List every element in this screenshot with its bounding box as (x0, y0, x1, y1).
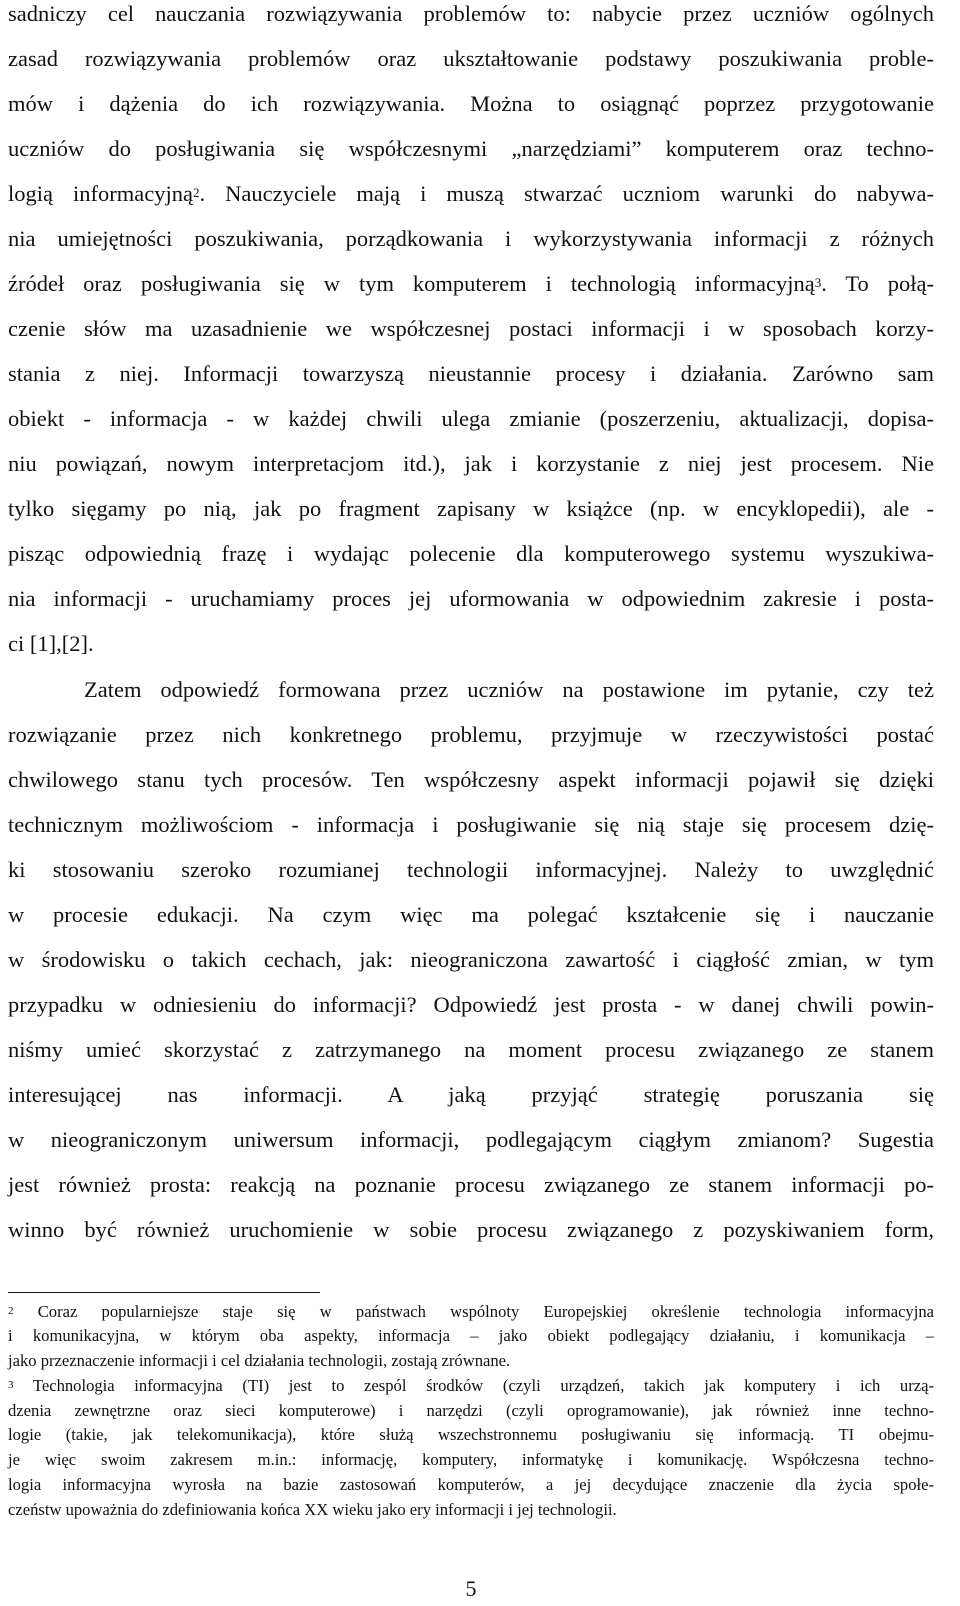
body-line: w środowisku o takich cechach, jak: nieograniczona zawartość i ciągłość zmian, w tym (8, 947, 934, 972)
body-line (8, 270, 934, 298)
body-line: chwilowego stanu tych procesów. Ten współczesny aspekt informacji pojawił się dzięki (8, 767, 934, 792)
body-text: . To połą- (821, 271, 934, 296)
body-line: sadniczy cel nauczania rozwiązywania problemów to: nabycie przez uczniów ogólnych (8, 1, 934, 26)
body-line: w nieograniczonym uniwersum informacji, podlegającym ciągłym zmianom? Sugestia (8, 1127, 934, 1152)
body-line: zasad rozwiązywania problemów oraz ukształtowanie podstawy poszukiwania proble- (8, 46, 934, 71)
body-line: stania z niej. Informacji towarzyszą nieustannie procesy i działania. Zarówno sam (8, 361, 934, 386)
footnote-line: jako przeznaczenie informacji i cel działania technologii, zostają zrównane. (8, 1351, 511, 1370)
footnote-line: czeństw upoważnia do zdefiniowania końca XX wieku jako ery informacji i jej technologii. (8, 1500, 617, 1519)
body-line: ki stosowaniu szeroko rozumianej technologii informacyjnej. Należy to uwzględnić (8, 857, 934, 882)
footnote-line: dzenia zewnętrzne oraz sieci komputerowe) i narzędzi (czyli oprogramowanie), jak również inne techno- (8, 1401, 934, 1420)
body-line: nia umiejętności poszukiwania, porządkowania i wykorzystywania informacji z różnych (8, 226, 934, 251)
body-line: w procesie edukacji. Na czym więc ma polegać kształcenie się i nauczanie (8, 902, 934, 927)
footnote-line: logia informacyjna wyrosła na bazie zastosowań komputerów, a jej decydujące znaczenie dla życia społe- (8, 1475, 934, 1494)
body-text: . Nauczyciele mają i muszą stwarzać uczniom warunki do nabywa- (199, 181, 934, 206)
body-line: uczniów do posługiwania się współczesnymi „narzędziami” komputerem oraz techno- (8, 136, 934, 161)
body-line: pisząc odpowiednią frazę i wydając polecenie dla komputerowego systemu wyszukiwa- (8, 541, 934, 566)
footnote-marker: 2 (8, 1305, 14, 1317)
body-line: przypadku w odniesieniu do informacji? Odpowiedź jest prosta - w danej chwili powin- (8, 992, 934, 1017)
page-number: 5 (465, 1576, 477, 1601)
body-line: rozwiązanie przez nich konkretnego problemu, przyjmuje w rzeczywistości postać (8, 722, 934, 747)
body-line: obiekt - informacja - w każdej chwili ulega zmianie (poszerzeniu, aktualizacji, dopisa- (8, 406, 934, 431)
footnote-line: i komunikacyjna, w którym oba aspekty, informacja – jako obiekt podlegający działaniu, i komunikacja – (8, 1326, 934, 1345)
footnote-line (8, 1376, 934, 1396)
body-line: interesującej nas informacji. A jaką przyjąć strategię poruszania się (8, 1082, 934, 1107)
body-line: jest również prosta: reakcją na poznanie procesu związanego ze stanem informacji po- (8, 1172, 934, 1197)
footnote-text: Coraz popularniejsze staje się w państwach wspólnoty Europejskiej określenie technologia informacyjna (13, 1302, 934, 1321)
body-line: niśmy umieć skorzystać z zatrzymanego na moment procesu związanego ze stanem (8, 1037, 934, 1062)
body-line: nia informacji - uruchamiamy proces jej uformowania w odpowiednim zakresie i posta- (8, 586, 934, 611)
body-text: źródeł oraz posługiwania się w tym komputerem i technologią informacyjną (8, 271, 815, 296)
body-line: Zatem odpowiedź formowana przez uczniów na postawione im pytanie, czy też (84, 677, 934, 702)
body-line: tylko sięgamy po nią, jak po fragment zapisany w książce (np. w encyklopedii), ale - (8, 496, 934, 521)
body-text: logią informacyjną (8, 181, 193, 206)
footnote-separator (8, 1292, 320, 1293)
footnote-text: Technologia informacyjna (TI) jest to zespól środków (czyli urządzeń, takich jak komputery i ich urzą- (13, 1376, 934, 1395)
body-line: niu powiązań, nowym interpretacjom itd.), jak i korzystanie z niej jest procesem. Nie (8, 451, 934, 476)
body-line: ci [1],[2]. (8, 631, 94, 656)
body-line: winno być również uruchomienie w sobie procesu związanego z pozyskiwaniem form, (8, 1217, 934, 1242)
body-line: technicznym możliwościom - informacja i posługiwanie się nią staje się procesem dzię- (8, 812, 934, 837)
footnote-line: logie (takie, jak telekomunikacja), które służą wszechstronnemu posługiwaniu się informacją. TI obejmu- (8, 1425, 934, 1444)
footnote-marker: 3 (8, 1379, 14, 1391)
body-line: czenie słów ma uzasadnienie we współczesnej postaci informacji i w sposobach korzy- (8, 316, 934, 341)
footnote-line (8, 1302, 934, 1322)
body-line (8, 180, 934, 208)
footnote-ref: 2 (192, 185, 200, 200)
footnote-ref: 3 (814, 275, 822, 290)
footnote-line: je więc swoim zakresem m.in.: informację, komputery, informatykę i komunikację. Współczesna techno- (8, 1450, 934, 1469)
body-line: mów i dążenia do ich rozwiązywania. Można to osiągnąć poprzez przygotowanie (8, 91, 934, 116)
document-page (8, 0, 934, 1606)
